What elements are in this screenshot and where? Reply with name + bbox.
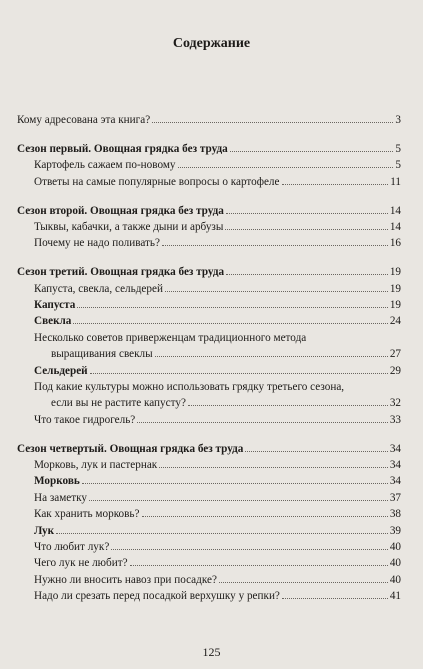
dot-leader xyxy=(230,151,394,152)
toc-entry-page: 19 xyxy=(389,299,401,312)
toc-entry-title-continued: если вы не растите капусту? xyxy=(51,397,186,410)
toc-entry-page: 32 xyxy=(389,397,401,410)
toc-entry-page: 34 xyxy=(389,459,401,472)
toc-entry xyxy=(17,330,401,363)
toc-section xyxy=(17,112,401,128)
toc-entry-page: 3 xyxy=(395,114,401,126)
toc-entry-page: 39 xyxy=(389,524,401,537)
toc-entry-page: 24 xyxy=(389,315,401,328)
toc-entry xyxy=(17,203,401,219)
toc-entry xyxy=(17,506,401,522)
toc-entry-title: Под какие культуры можно использовать грядку третьего сезона, xyxy=(34,380,345,393)
dot-leader xyxy=(90,373,388,374)
page-title: Содержание xyxy=(172,36,251,51)
toc-entry-page: 27 xyxy=(389,348,401,361)
page-number: 125 xyxy=(202,645,221,659)
dot-leader xyxy=(226,274,388,275)
toc-entry xyxy=(17,490,401,506)
dot-leader xyxy=(73,323,387,324)
toc-entry-title-continued: выращивания свеклы xyxy=(51,348,153,361)
toc-entry-title: Морковь xyxy=(34,475,80,488)
toc-entry-page: 38 xyxy=(389,508,401,521)
dot-leader xyxy=(188,405,388,406)
toc-entry xyxy=(17,313,401,329)
toc-entry xyxy=(17,363,401,379)
toc-entry-title: Чего лук не любит? xyxy=(34,557,128,570)
toc-entry-title: Лук xyxy=(34,524,55,537)
dot-leader xyxy=(82,483,388,484)
toc-entry-title: Капуста, свекла, сельдерей xyxy=(34,282,163,295)
toc-entry-title: Сезон четвертый. Овощная грядка без труда xyxy=(17,442,244,455)
dot-leader xyxy=(111,549,388,550)
toc-entry xyxy=(17,379,401,412)
dot-leader xyxy=(130,565,388,566)
dot-leader xyxy=(152,122,393,123)
toc-entry-title: Что любит лук? xyxy=(34,540,110,553)
dot-leader xyxy=(162,245,388,246)
toc-entry-page: 5 xyxy=(395,142,401,155)
dot-leader xyxy=(226,213,388,214)
table-of-contents xyxy=(17,112,401,617)
toc-entry-page: 19 xyxy=(389,266,401,279)
toc-entry-page: 19 xyxy=(389,282,401,295)
toc-entry-page: 34 xyxy=(389,475,401,488)
toc-entry xyxy=(17,523,401,539)
dot-leader xyxy=(159,467,388,468)
dot-leader xyxy=(225,229,387,230)
toc-entry xyxy=(17,539,401,555)
toc-entry-title: Капуста xyxy=(34,299,76,312)
toc-entry xyxy=(17,219,401,235)
toc-entry-page: 16 xyxy=(389,237,401,250)
toc-entry-page: 37 xyxy=(389,491,401,504)
toc-entry xyxy=(17,441,401,457)
toc-entry-title: Картофель сажаем по-новому xyxy=(34,159,176,172)
toc-entry xyxy=(17,457,401,473)
toc-entry-page: 11 xyxy=(390,175,401,188)
toc-entry-title: Сельдерей xyxy=(34,364,88,377)
toc-entry-title: Свекла xyxy=(34,315,72,328)
toc-entry xyxy=(17,141,401,157)
toc-entry-title: Надо ли срезать перед посадкой верхушку у репки? xyxy=(34,590,280,603)
dot-leader xyxy=(245,451,387,452)
toc-entry-page: 14 xyxy=(389,220,401,233)
toc-entry-page: 33 xyxy=(389,413,401,426)
toc-entry-title: Сезон второй. Овощная грядка без труда xyxy=(17,204,224,217)
dot-leader xyxy=(178,167,394,168)
dot-leader xyxy=(219,582,388,583)
toc-entry xyxy=(17,174,401,190)
toc-entry xyxy=(17,157,401,173)
toc-entry-title: Ответы на самые популярные вопросы о картофеле xyxy=(34,175,280,188)
dot-leader xyxy=(137,422,388,423)
dot-leader xyxy=(282,598,388,599)
toc-section xyxy=(17,264,401,428)
toc-entry-title: На заметку xyxy=(34,491,88,504)
toc-entry xyxy=(17,264,401,280)
toc-entry-title: Как хранить морковь? xyxy=(34,508,140,521)
toc-section xyxy=(17,141,401,190)
dot-leader xyxy=(142,516,388,517)
toc-entry xyxy=(17,588,401,604)
toc-entry xyxy=(17,473,401,489)
toc-section xyxy=(17,441,401,605)
toc-entry xyxy=(17,297,401,313)
toc-entry-page: 40 xyxy=(389,540,401,553)
toc-section xyxy=(17,203,401,252)
toc-entry-page: 14 xyxy=(389,204,401,217)
toc-entry-title: Что такое гидрогель? xyxy=(34,413,136,426)
toc-entry-page: 34 xyxy=(389,442,401,455)
toc-entry-page: 40 xyxy=(389,557,401,570)
dot-leader xyxy=(89,500,388,501)
toc-entry-page: 29 xyxy=(389,364,401,377)
toc-entry-page: 40 xyxy=(389,573,401,586)
toc-entry-title: Сезон первый. Овощная грядка без труда xyxy=(17,142,228,155)
dot-leader xyxy=(282,184,389,185)
toc-entry-title: Несколько советов приверженцам традиционного метода xyxy=(34,331,307,344)
dot-leader xyxy=(155,356,388,357)
toc-entry-title: Сезон третий. Овощная грядка без труда xyxy=(17,266,225,279)
toc-entry xyxy=(17,112,401,128)
toc-entry-page: 5 xyxy=(395,159,401,172)
toc-entry xyxy=(17,281,401,297)
toc-entry xyxy=(17,412,401,428)
toc-entry-title: Почему не надо поливать? xyxy=(34,237,161,250)
toc-entry xyxy=(17,572,401,588)
dot-leader xyxy=(56,533,388,534)
toc-entry xyxy=(17,235,401,251)
dot-leader xyxy=(77,307,388,308)
toc-entry-title: Тыквы, кабачки, а также дыни и арбузы xyxy=(34,220,224,233)
toc-entry-title: Морковь, лук и пастернак xyxy=(34,459,158,472)
toc-entry-page: 41 xyxy=(389,590,401,603)
toc-entry xyxy=(17,555,401,571)
toc-entry-title: Нужно ли вносить навоз при посадке? xyxy=(34,573,217,586)
toc-entry-title: Кому адресована эта книга? xyxy=(17,114,151,126)
dot-leader xyxy=(165,291,388,292)
